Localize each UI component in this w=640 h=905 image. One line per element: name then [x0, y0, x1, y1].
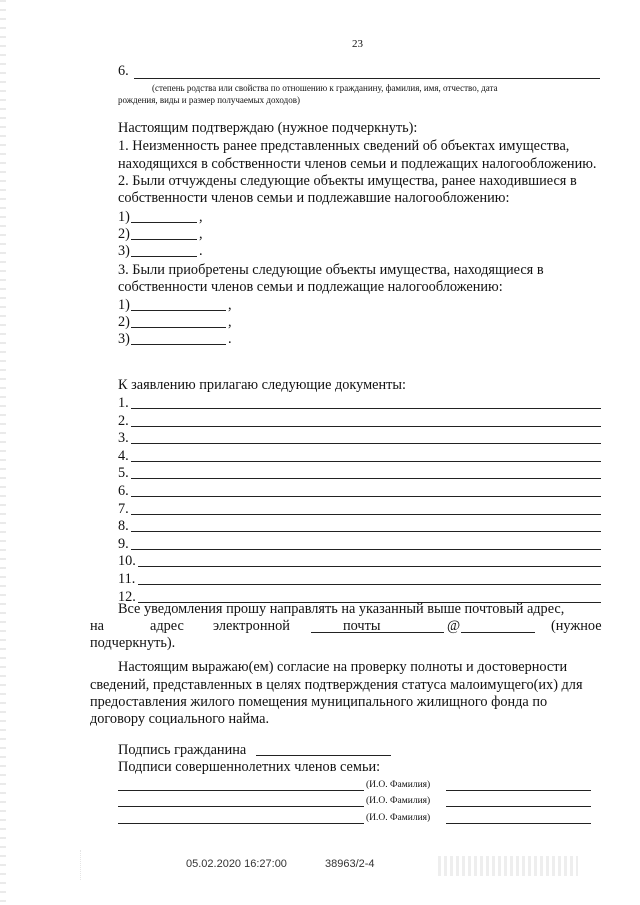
doc-item-line-7 [131, 514, 601, 515]
confirm-p3-line1: 3. Были приобретены следующие объекты имущества, находящиеся в [118, 262, 544, 278]
confirm-p1-line1-text: 1. Неизменность ранее представленных сведений об объектах имущества, [118, 138, 570, 154]
doc-item-number-2: 2. [118, 412, 129, 429]
docs-heading: К заявлению прилагаю следующие документы: [118, 377, 406, 393]
members-signature-label: Подписи совершеннолетних членов семьи: [118, 759, 381, 775]
p2-item-3-line [131, 256, 197, 257]
consent-line1: Настоящим выражаю(ем) согласие на проверку полноты и достоверности [118, 659, 568, 675]
doc-item-number-1: 1. [118, 395, 129, 411]
footer-doc-id: 38963/2-4 [325, 858, 375, 870]
doc-item-number-8: 8. [118, 518, 129, 535]
doc-item-number-3: 3. [118, 430, 129, 447]
doc-item-line-5 [131, 478, 601, 479]
item6-fill-line [134, 78, 600, 79]
p3-item-1: 1) [118, 297, 130, 313]
doc-item-line-10 [138, 566, 601, 567]
notify-word-pochty: почты [343, 618, 381, 634]
doc-item-number-9: 9. [118, 535, 129, 552]
doc-item-line-3 [131, 443, 601, 444]
member-signature-line-3 [118, 823, 364, 824]
p3-item-2: 2) [118, 314, 130, 330]
p3-item-3-line [131, 344, 226, 345]
item6-hint-line2: рождения, виды и размер получаемых доходов) [118, 95, 300, 105]
p3-item-3-end: . [228, 331, 232, 347]
p2-item-3-end: . [199, 243, 203, 259]
citizen-signature-label: Подпись гражданина [118, 742, 247, 758]
p2-item-1: 1) [118, 209, 130, 225]
doc-item-number-12: 12. [118, 588, 136, 605]
confirm-p2-line1: 2. Были отчуждены следующие объекты имущества, ранее находившиеся в [118, 173, 577, 189]
p2-item-2-end: , [199, 226, 203, 242]
faded-stamp-text [438, 856, 578, 876]
citizen-signature-line [256, 755, 391, 756]
doc-item-line-1 [131, 408, 601, 409]
scan-edge-artifact [0, 0, 6, 905]
doc-item-number-6: 6. [118, 483, 129, 499]
confirm-heading: Настоящим подтверждаю (нужное подчеркнуть): [118, 120, 418, 136]
doc-item-number-7: 7. [118, 500, 129, 517]
doc-item-number-11: 11. [118, 571, 136, 587]
notify-word-electronic: электронной [213, 618, 290, 634]
p2-item-3: 3) [118, 243, 130, 259]
notify-word-adres: адрес [150, 618, 184, 634]
doc-item-line-11 [138, 584, 601, 585]
doc-item-number-4: 4. [118, 447, 129, 464]
member-fio-line-1 [446, 790, 591, 791]
confirm-p2-line2: собственности членов семьи и подлежавшие налогообложению: [118, 190, 510, 206]
p3-item-1-line [131, 310, 226, 311]
doc-item-line-8 [131, 531, 601, 532]
consent-line4: договору социального найма. [90, 711, 270, 727]
confirm-p1-line2: находящихся в собственности членов семьи и подлежащих налогообложению. [118, 156, 597, 172]
p2-item-1-end: , [199, 209, 203, 225]
p2-item-2-line [131, 239, 197, 240]
confirm-p1-line1 [118, 138, 604, 155]
item6-number: 6. [118, 63, 129, 79]
p2-item-2: 2) [118, 226, 130, 242]
email-local-line [311, 632, 444, 633]
scan-mark-left [80, 850, 101, 880]
member-fio-label-1: (И.О. Фамилия) [366, 780, 431, 790]
doc-item-line-2 [131, 426, 601, 427]
member-signature-line-1 [118, 790, 364, 791]
page-number: 23 [352, 38, 363, 50]
consent-line3: предоставления жилого помещения муниципального жилищного фонда по [90, 694, 548, 710]
notify-line3: подчеркнуть). [90, 635, 176, 651]
doc-item-line-9 [131, 549, 601, 550]
member-fio-label-2: (И.О. Фамилия) [366, 796, 431, 806]
confirm-p3-line2: собственности членов семьи и подлежащие налогообложению: [118, 279, 503, 295]
doc-item-line-4 [131, 461, 601, 462]
p3-item-2-line [131, 327, 226, 328]
consent-line2: сведений, представленных в целях подтверждения статуса малоимущего(их) для [90, 677, 583, 693]
email-at-sign: @ [447, 618, 461, 634]
email-domain-line [461, 632, 535, 633]
notify-line1: Все уведомления прошу направлять на указанный выше почтовый адрес, [118, 601, 565, 617]
member-fio-line-2 [446, 806, 591, 807]
member-signature-line-2 [118, 806, 364, 807]
member-fio-line-3 [446, 823, 591, 824]
doc-item-line-6 [131, 496, 601, 497]
doc-item-number-10: 10. [118, 553, 136, 570]
p3-item-3: 3) [118, 331, 130, 347]
footer-datetime: 05.02.2020 16:27:00 [186, 858, 287, 870]
p3-item-1-end: , [228, 297, 232, 313]
item6-hint-line1: (степень родства или свойства по отношению к гражданину, фамилия, имя, отчество, дата [152, 83, 498, 93]
p2-item-1-line [131, 222, 197, 223]
member-fio-label-3: (И.О. Фамилия) [366, 813, 431, 823]
notify-need: (нужное [551, 618, 602, 634]
notify-word-na: на [90, 618, 104, 634]
p3-item-2-end: , [228, 314, 232, 330]
doc-item-number-5: 5. [118, 465, 129, 482]
